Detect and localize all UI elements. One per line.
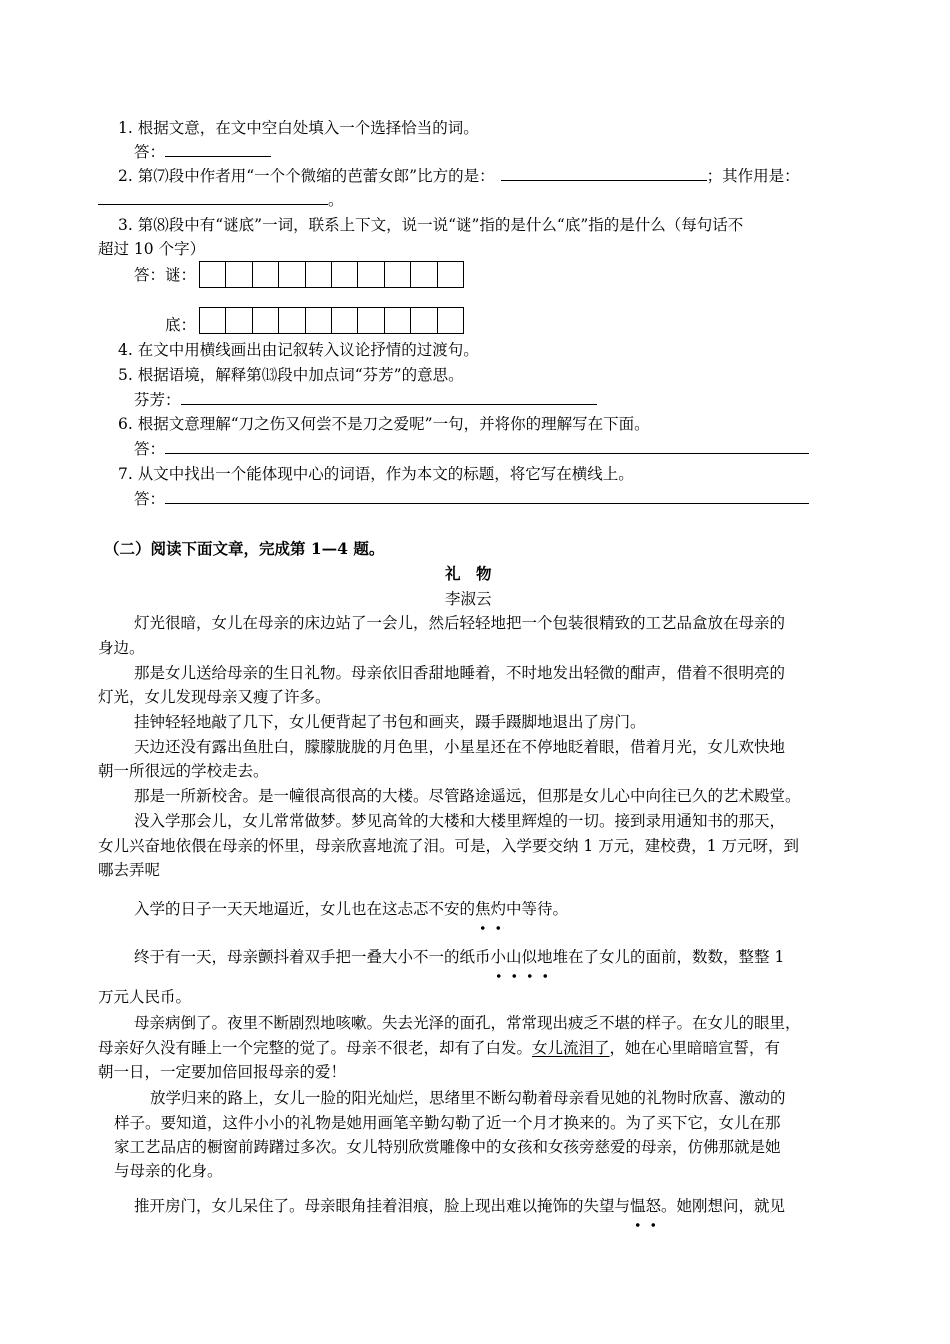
- answer-blank[interactable]: [181, 390, 597, 405]
- answer-grid-di[interactable]: [199, 307, 464, 334]
- paragraph-10-line-2: 样子。要知道，这件小小的礼物是她用画笔辛勤勾勒了近一个月才换来的。为了买下它，女儿在那: [114, 1114, 781, 1132]
- question-4: 4. 在文中用横线画出由记叙转入议论抒情的过渡句。: [118, 341, 479, 359]
- paragraph-10-line-1: 放学归来的路上，女儿一脸的阳光灿烂，思绪里不断勾勒着母亲看见她的礼物时欣喜、激动的: [150, 1089, 786, 1107]
- paragraph-1-line-2: 身边。: [98, 639, 145, 657]
- paragraph-1-line-1: 灯光很暗，女儿在母亲的床边站了一会儿，然后轻轻地把一个包装很精致的工艺品盒放在母亲的: [134, 614, 786, 632]
- dotted-word: 小山似地: [490, 948, 553, 966]
- question-1-answer: [134, 141, 271, 163]
- paragraph-6-line-3: 哪去弄呢: [98, 861, 161, 879]
- paragraph-3-line-1: 挂钟轻轻地敲了几下，女儿便背起了书包和画夹，蹑手蹑脚地退出了房门。: [134, 713, 646, 731]
- paragraph-5-line-1: 那是一所新校舍。是一幢很高很高的大楼。尽管路途遥远，但那是女儿心中向往已久的艺术殿堂。: [134, 787, 801, 805]
- question-7: 7. 从文中找出一个能体现中心的词语，作为本文的标题，将它写在横线上。: [118, 465, 634, 483]
- article-author: 李淑云: [445, 590, 492, 608]
- paragraph-9-line-2: 母亲好久没有睡上一个完整的觉了。母亲不很老，却有了白发。女儿流泪了，她在心里暗暗宣誓，有: [98, 1039, 781, 1057]
- paragraph-2-line-2: 灯光，女儿发现母亲又瘦了许多。: [98, 688, 331, 706]
- paragraph-9-line-3: 朝一日，一定要加倍回报母亲的爱！: [98, 1063, 347, 1081]
- answer-blank[interactable]: [98, 190, 328, 205]
- label-di: 底：: [165, 316, 197, 334]
- question-3-cont: 超过 10 个字）: [98, 240, 206, 258]
- dotted-word: 焦灼: [475, 900, 507, 918]
- paragraph-2-line-1: 那是女儿送给母亲的生日礼物。母亲依旧香甜地睡着，不时地发出轻微的酣声，借着不很明亮的: [134, 664, 786, 682]
- paragraph-6-line-1: 没入学那会儿，女儿常常做梦。梦见高耸的大楼和大楼里辉煌的一切。接到录用通知书的那天，: [134, 812, 786, 830]
- question-1: 1. 根据文意，在文中空白处填入一个选择恰当的词。: [118, 119, 479, 137]
- answer-grid-mi[interactable]: [199, 261, 464, 288]
- answer-blank[interactable]: [501, 166, 707, 181]
- paragraph-9-line-1: 母亲病倒了。夜里不断剧烈地咳嗽。失去光泽的面孔，常常现出疲乏不堪的样子。在女儿的眼里，: [134, 1014, 801, 1032]
- question-5: 5. 根据语境，解释第⒀段中加点词“芬芳”的意思。: [118, 366, 464, 384]
- paragraph-10-line-4: 与母亲的化身。: [114, 1162, 223, 1180]
- paragraph-10-line-3: 家工艺品店的橱窗前踌躇过多次。女儿特别欣赏雕像中的女孩和女孩旁慈爱的母亲，仿佛那就是她: [114, 1138, 781, 1156]
- question-5-answer: 芬芳：: [134, 389, 597, 411]
- paragraph-4-line-1: 天边还没有露出鱼肚白，朦朦胧胧的月色里，小星星还在不停地眨着眼，借着月光，女儿欢快地: [134, 738, 786, 756]
- paragraph-11-line-1: 推开房门，女儿呆住了。母亲眼角挂着泪痕，脸上现出难以掩饰的失望与愠怒。她刚想问，就见: [134, 1197, 786, 1215]
- paragraph-7-line-1: 入学的日子一天天地逼近，女儿也在这忐忑不安的焦灼中等待。: [134, 900, 569, 918]
- underlined-sentence: 女儿流泪了: [532, 1039, 610, 1057]
- paragraph-8-line-2: 万元人民币。: [98, 988, 192, 1006]
- section-heading: （二）阅读下面文章，完成第 1—4 题。: [104, 539, 385, 558]
- paragraph-6-line-2: 女儿兴奋地依偎在母亲的怀里，母亲欣喜地流了泪。可是，入学要交纳 1 万元，建校费，1 万元呀，到: [98, 837, 800, 855]
- dotted-word: 愠怒: [630, 1197, 662, 1215]
- paragraph-4-line-2: 朝一所很远的学校走去。: [98, 762, 269, 780]
- answer-label: 答：: [134, 143, 166, 161]
- answer-blank[interactable]: [165, 142, 271, 157]
- paragraph-8-line-1: 终于有一天，母亲颤抖着双手把一叠大小不一的纸币小山似地堆在了女儿的面前，数数，整整 1: [134, 948, 785, 966]
- label-mi: 答：谜：: [134, 266, 197, 284]
- question-6-answer: 答：: [134, 438, 809, 460]
- question-7-answer: 答：: [134, 488, 809, 510]
- question-6: 6. 根据文意理解“刀之伤又何尝不是刀之爱呢”一句，并将你的理解写在下面。: [118, 415, 650, 433]
- question-2-cont: 。: [98, 189, 344, 211]
- answer-blank[interactable]: [165, 489, 809, 504]
- article-title: 礼 物: [445, 564, 492, 583]
- question-3: 3. 第⑻段中有“谜底”一词，联系上下文，说一说“谜”指的是什么“底”指的是什么（每句话不: [118, 216, 744, 234]
- question-2: 2. 第⑺段中作者用“一个个微缩的芭蕾女郎”比方的是： ；其作用是：: [118, 167, 800, 185]
- answer-blank[interactable]: [165, 439, 809, 454]
